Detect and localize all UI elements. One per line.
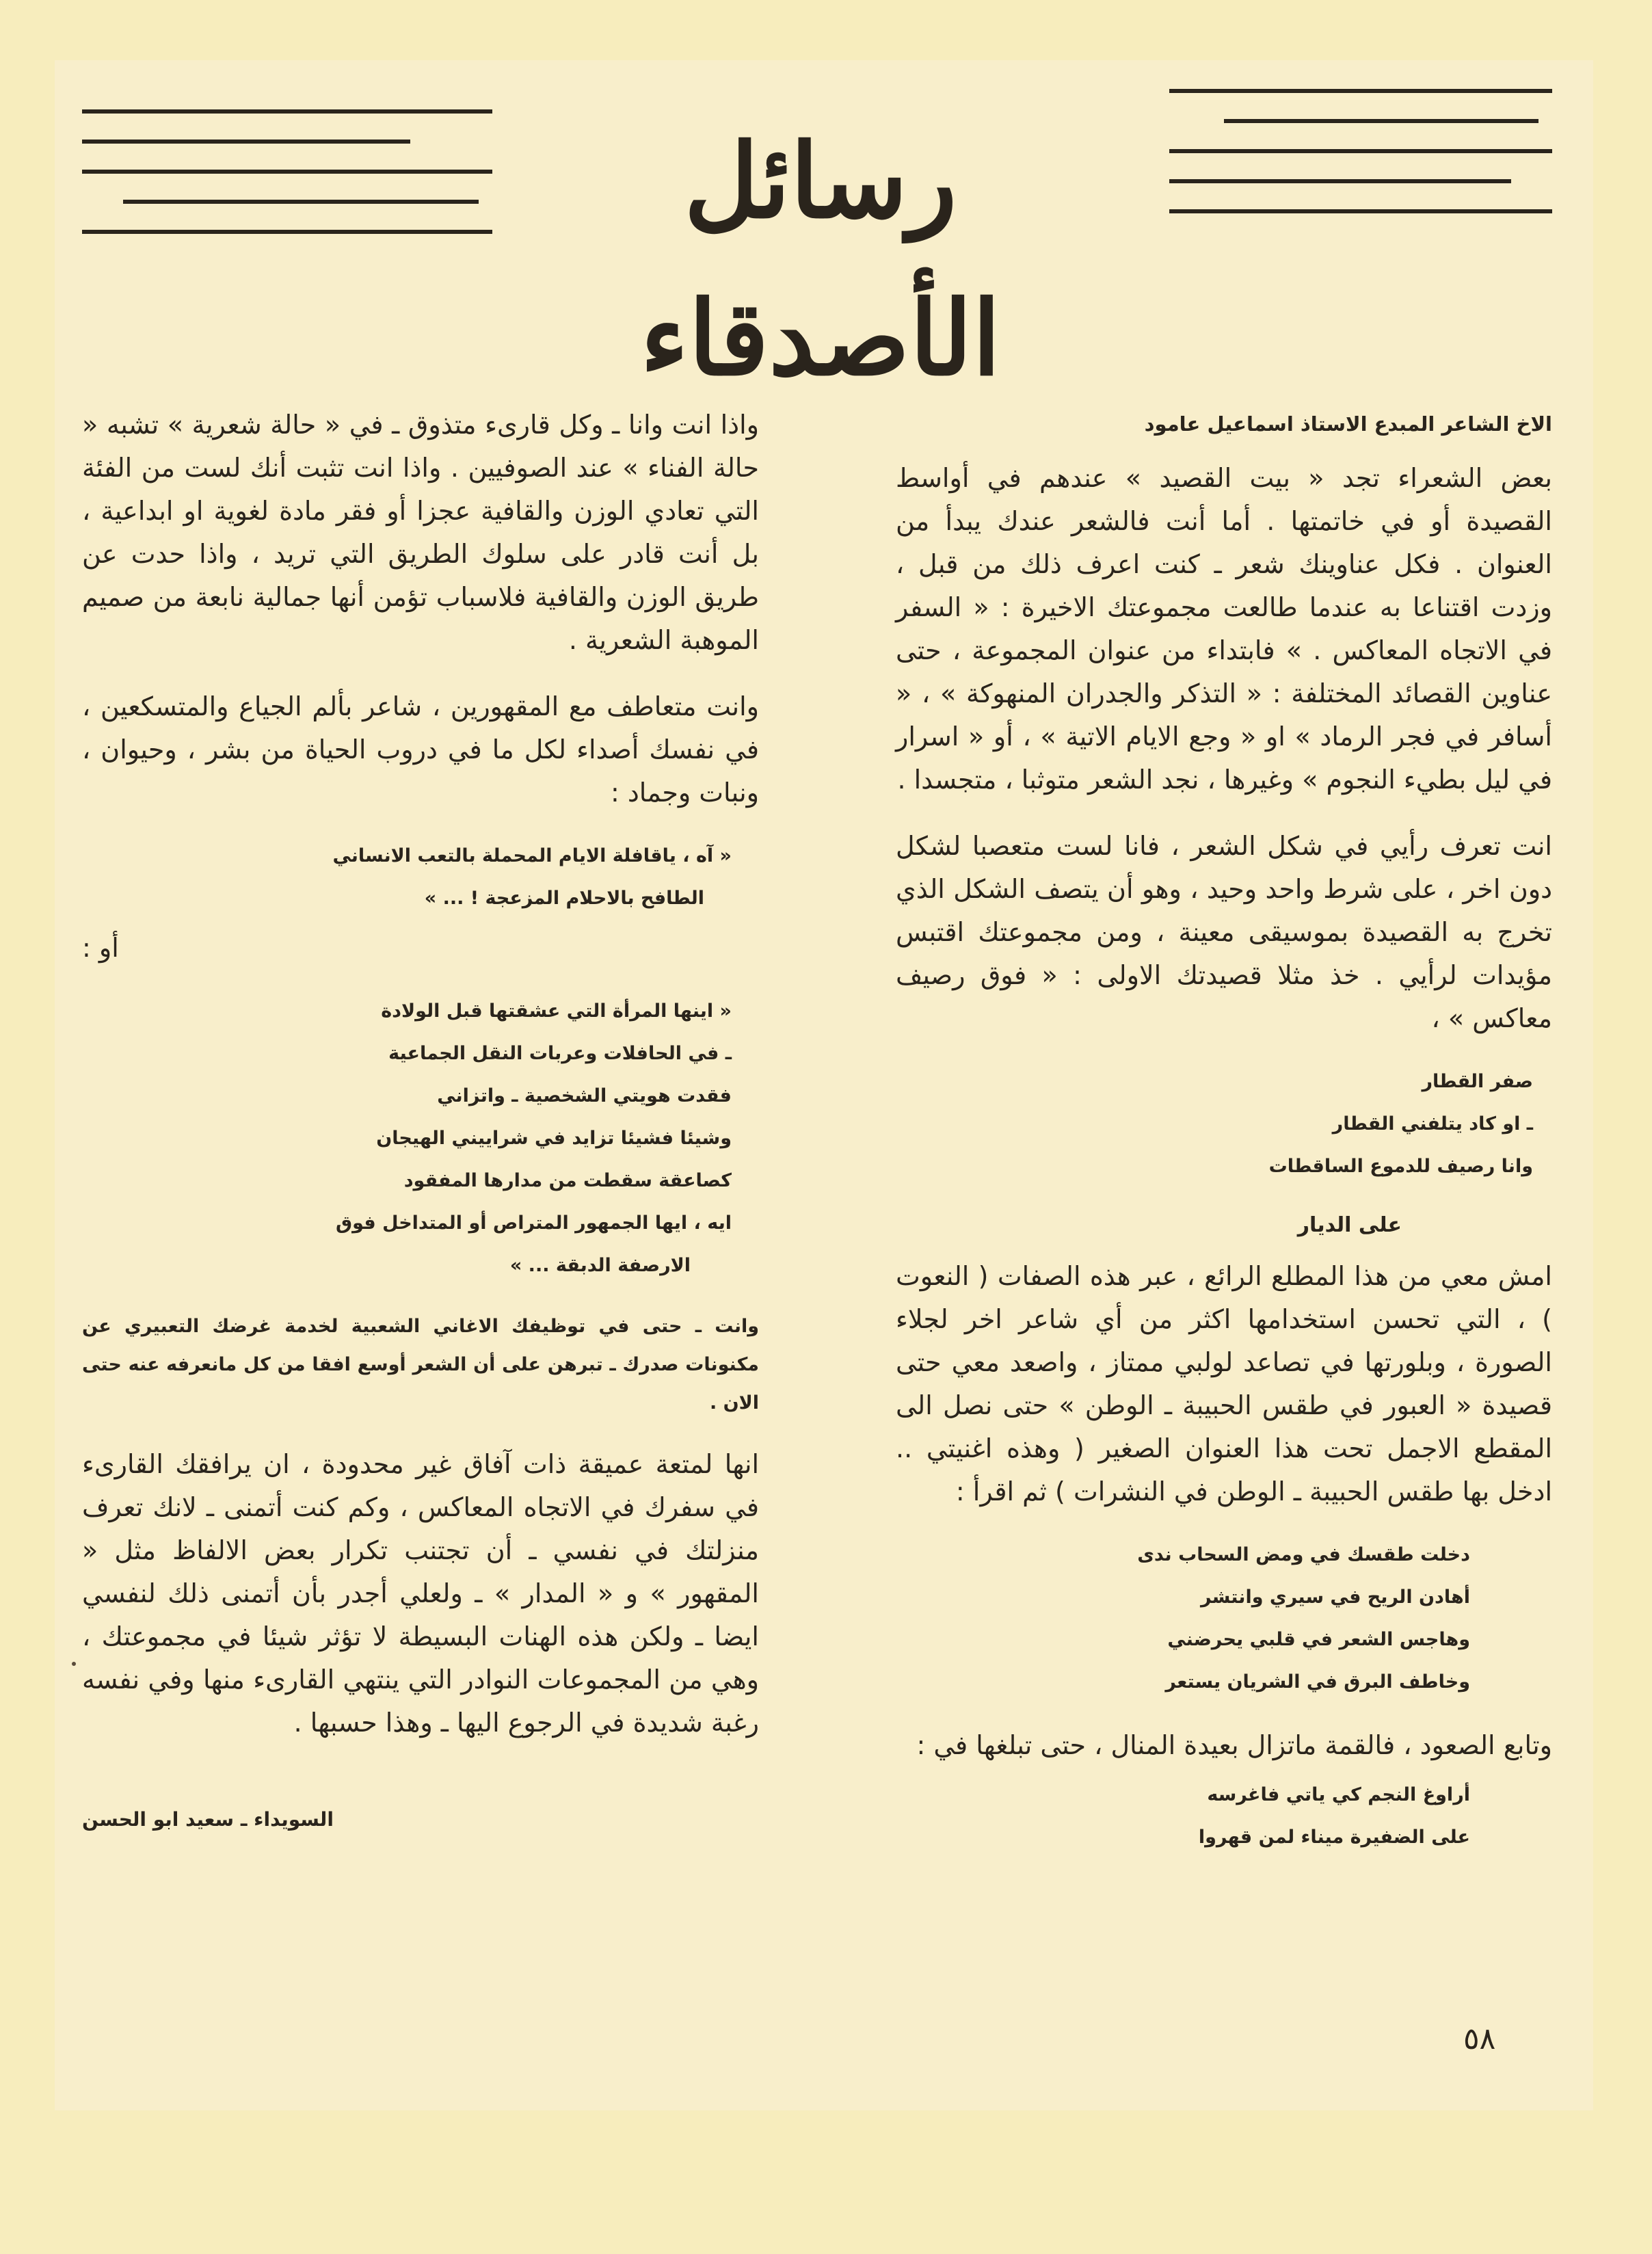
header-lines-left [82,109,492,260]
header-rule [82,109,492,114]
verse-line: وخاطف البرق في الشريان يستعر [1165,1671,1470,1693]
verse-line: وشيئا فشيئا تزايد في شراييني الهيجان [376,1128,732,1149]
verse-line: الطافح بالاحلام المزعجة ! ... » [424,888,704,909]
header-rule [82,140,410,144]
header-lines-right [1169,89,1552,239]
page-number: ٥٨ [1463,2021,1496,2056]
verse-line: فقدت هويتي الشخصية ـ واتزاني [437,1085,732,1106]
header-rule [82,230,492,234]
paragraph: امش معي من هذا المطلع الرائع ، عبر هذه الصفات ( النعوت ) ، التي تحسن استخدامها اكثر من أي شاعر اخر لجلاء الصورة ، وبلورتها في تصاعد لولبي ممتاز ، واصعد معي حتى قصيدة « العبور في طقس الحبيبة ـ الوطن » حتى نصل الى المقطع الاجمل تحت هذا العنوان الصغير ( وهذه اغنيتي .. ادخل بها طقس الحبيبة ـ الوطن في النشرات ) ثم اقرأ : [896,1261,1552,1507]
paragraph: وتابع الصعود ، فالقمة ماتزال بعيدة المنال ، حتى تبلغها في : [916,1730,1552,1760]
verse-block [82,835,759,920]
verse-line: أراوغ النجم كي ياتي فاغرسه [1207,1784,1470,1805]
verse-line: ـ في الحافلات وعربات النقل الجماعية [388,1043,732,1064]
verse-line: على الضفيرة ميناء لمن قهروا [1198,1827,1470,1848]
verse-block [896,1534,1552,1703]
header-rule [123,200,479,204]
verse-line: ـ او كاد يتلفني القطار [1332,1113,1533,1135]
connector-text: أو : [82,933,119,963]
verse-line: « آه ، ياقافلة الايام المحملة بالتعب الانساني [332,845,732,866]
ink-speck [72,1662,76,1666]
verse-line: ايه ، ايها الجمهور المتراص أو المتداخل فوق [335,1212,732,1234]
verse-block [896,1774,1552,1859]
paragraph: وانت متعاطف مع المقهورين ، شاعر بألم الجياع والمتسكعين ، في نفسك أصداء لكل ما في دروب الحياة من بشر ، وحيوان ، ونبات وجماد : [82,691,759,808]
letter-heading: الاخ الشاعر المبدع الاستاذ اسماعيل عامود [1144,412,1552,436]
verse-line: وهاجس الشعر في قلبي يحرضني [1167,1629,1470,1650]
header-rule [1224,119,1538,123]
signature: السويداء ـ سعيد ابو الحسن [82,1808,334,1831]
page-title: رسائل الأصدقاء [640,121,1001,399]
verse-line: أهادن الريح في سيري وانتشر [1201,1587,1470,1608]
paragraph: واذا انت وانا ـ وكل قارىء متذوق ـ في « حالة شعرية » تشبه « حالة الفناء » عند الصوفيين . واذا انت تثبت أنك لست من الفئة التي تعادي الوزن والقافية عجزا أو فقر مادة لغوية او ابداعية ، بل أنت قادر على سلوك الطريق التي تريد ، واذا حدت عن طريق الوزن والقافية فلاسباب تؤمن أنها جمالية نابعة من صميم الموهبة الشعرية . [82,410,759,655]
header-rule [1169,209,1552,213]
verse-line: صفر القطار [1422,1071,1533,1092]
verse-line: وانا رصيف للدموع الساقطات [1268,1156,1533,1177]
paragraph: انها لمتعة عميقة ذات آفاق غير محدودة ، ان يرافقك القارىء في سفرك في الاتجاه المعاكس ، وكم كنت أتمنى ـ لانك تعرف منزلتك في نفسي ـ أن تجتنب تكرار بعض الالفاظ مثل « المقهور » و « المدار » ـ ولعلي أجدر بأن أتمنى ذلك لنفسي ايضا ـ ولكن هذه الهنات البسيطة لا تؤثر شيئا في مجموعتك ، وهي من المجموعات النوادر التي ينتهي القارىء منها وفي نفسه رغبة شديدة في الرجوع اليها ـ وهذا حسبها . [82,1449,759,1738]
verse-block [896,1061,1552,1188]
right-column [896,410,1552,1879]
verse-line: دخلت طقسك في ومض السحاب ندى [1137,1544,1470,1565]
verse-block [82,990,759,1287]
paragraph: بعض الشعراء تجد « بيت القصيد » عندهم في أواسط القصيدة أو في خاتمتها . أما أنت فالشعر عندك يبدأ من العنوان . فكل عناوينك شعر ـ كنت اعرف ذلك من قبل ، وزدت اقتناعا به عندما طالعت مجموعتك الاخيرة : « السفر في الاتجاه المعاكس . » فابتداء من عنوان المجموعة ، حتى عناوين القصائد المختلفة : « التذكر والجدران المنهوكة » ، « أسافر في فجر الرماد » او « وجع الايام الاتية » ، أو « اسرار في ليل بطيء النجوم » وغيرها ، نجد الشعر متوثبا ، متجسدا . [896,463,1552,795]
subheading: على الديار [1297,1213,1402,1237]
header-rule [1169,179,1511,183]
paragraph-bold: وانت ـ حتى في توظيفك الاغاني الشعبية لخدمة غرضك التعبيري عن مكنونات صدرك ـ تبرهن على أن الشعر أوسع افقا من كل مانعرفه عنه حتى الان . [82,1316,759,1414]
header-rule [1169,149,1552,153]
header-rule [82,170,492,174]
header-rule [1169,89,1552,93]
verse-line: كصاعقة سقطت من مدارها المفقود [403,1170,732,1191]
left-column [82,403,759,1853]
verse-line: الارصفة الدبقة ... » [509,1255,691,1276]
paragraph: انت تعرف رأيي في شكل الشعر ، فانا لست متعصبا لشكل دون اخر ، على شرط واحد وحيد ، وهو أن يتصف الشكل الذي تخرج به القصيدة بموسيقى معينة ، ومن مجموعتك اقتبس مؤيدات لرأيي . خذ مثلا قصيدتك الاولى : « فوق رصيف معاكس » ، [896,831,1552,1033]
verse-line: « اينها المرأة التي عشقتها قبل الولادة [381,1000,732,1022]
